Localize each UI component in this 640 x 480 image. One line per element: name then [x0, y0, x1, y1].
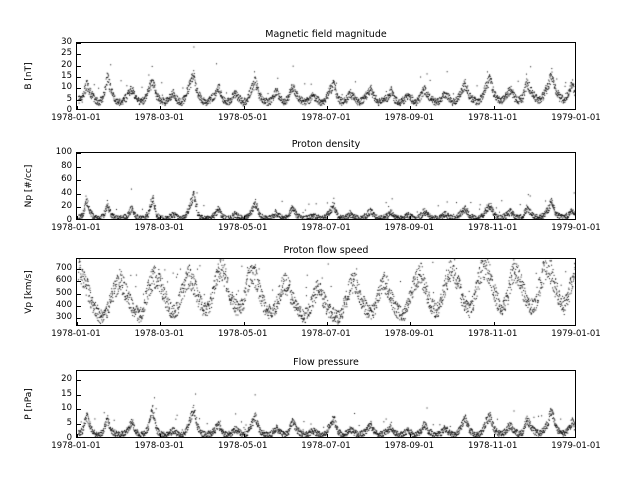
y-tick-label: 20 — [61, 373, 72, 384]
x-tick-mark — [160, 216, 161, 220]
y-tick-mark — [77, 269, 81, 270]
y-tick-label: 25 — [61, 48, 72, 59]
panel-proton-flow-speed — [24, 245, 601, 339]
y-axis-label: B [nT] — [24, 62, 34, 90]
x-tick-mark — [494, 434, 495, 438]
x-tick-label: 1978-03-01 — [134, 113, 185, 123]
x-tick-label: 1979-01-01 — [551, 113, 601, 123]
y-tick-mark — [77, 77, 81, 78]
x-tick-label: 1978-09-01 — [384, 329, 435, 339]
y-tick-label: 10 — [61, 82, 72, 93]
y-tick-label: 700 — [55, 262, 72, 273]
y-tick-mark — [77, 100, 81, 101]
x-tick-label: 1979-01-01 — [551, 441, 601, 451]
plot-area — [76, 42, 576, 110]
y-tick-mark — [77, 43, 81, 44]
y-tick-label: 40 — [61, 187, 72, 198]
x-tick-label: 1978-05-01 — [217, 329, 268, 339]
x-tick-label: 1978-11-01 — [467, 441, 518, 451]
x-tick-mark — [494, 216, 495, 220]
x-tick-label: 1978-05-01 — [217, 113, 268, 123]
x-tick-mark — [410, 216, 411, 220]
y-axis-label: P [nPa] — [24, 388, 34, 420]
y-tick-mark — [77, 54, 81, 55]
panel-title: Flow pressure — [293, 357, 359, 368]
panel-proton-density — [24, 139, 601, 233]
x-tick-mark — [494, 322, 495, 326]
data-points — [77, 43, 576, 110]
x-tick-mark — [410, 434, 411, 438]
panel-magnetic-field-magnitude — [24, 29, 601, 123]
y-tick-mark — [77, 194, 81, 195]
x-tick-label: 1978-01-01 — [51, 329, 101, 339]
y-tick-mark — [77, 153, 81, 154]
y-tick-mark — [77, 207, 81, 208]
y-tick-mark — [77, 294, 81, 295]
x-tick-label: 1979-01-01 — [551, 329, 601, 339]
x-tick-label: 1978-09-01 — [384, 113, 435, 123]
x-tick-label: 1978-07-01 — [301, 441, 351, 451]
panel-title: Magnetic field magnitude — [265, 29, 387, 40]
x-tick-mark — [327, 322, 328, 326]
y-tick-label: 100 — [55, 147, 72, 157]
x-tick-label: 1979-01-01 — [551, 223, 601, 233]
x-tick-mark — [77, 434, 78, 438]
y-tick-mark — [77, 395, 81, 396]
plot-area — [76, 258, 576, 326]
x-tick-label: 1978-11-01 — [467, 113, 518, 123]
x-tick-label: 1978-05-01 — [217, 441, 268, 451]
x-tick-mark — [160, 434, 161, 438]
y-tick-mark — [77, 380, 81, 381]
y-tick-mark — [77, 66, 81, 67]
y-tick-mark — [77, 180, 81, 181]
y-tick-label: 0 — [66, 105, 72, 115]
y-axis-label: Vp [km/s] — [24, 270, 34, 314]
panel-title: Proton density — [291, 139, 361, 150]
x-tick-label: 1978-01-01 — [51, 441, 101, 451]
data-points — [77, 153, 576, 220]
panel-flow-pressure — [24, 357, 601, 451]
x-tick-mark — [244, 322, 245, 326]
y-axis-label: Np [#/cc] — [24, 164, 34, 208]
y-tick-mark — [77, 424, 81, 425]
x-tick-label: 1978-01-01 — [51, 223, 101, 233]
y-tick-mark — [77, 167, 81, 168]
x-tick-mark — [327, 434, 328, 438]
x-tick-mark — [160, 322, 161, 326]
y-tick-label: 15 — [61, 388, 72, 399]
x-tick-label: 1978-09-01 — [384, 441, 435, 451]
y-tick-mark — [77, 88, 81, 89]
x-tick-mark — [244, 434, 245, 438]
y-tick-label: 10 — [61, 403, 72, 414]
x-tick-mark — [327, 106, 328, 110]
y-tick-mark — [77, 409, 81, 410]
y-tick-mark — [77, 281, 81, 282]
y-tick-label: 60 — [61, 174, 72, 185]
x-tick-label: 1978-03-01 — [134, 329, 185, 339]
x-tick-label: 1978-07-01 — [301, 223, 351, 233]
plot-area — [76, 152, 576, 220]
x-tick-mark — [244, 216, 245, 220]
x-tick-label: 1978-01-01 — [51, 113, 101, 123]
y-tick-label: 20 — [61, 201, 72, 212]
x-tick-label: 1978-09-01 — [384, 223, 435, 233]
plot-area — [76, 370, 576, 438]
x-tick-mark — [244, 106, 245, 110]
panel-title: Proton flow speed — [283, 245, 369, 256]
y-tick-label: 80 — [61, 160, 72, 171]
x-tick-mark — [494, 106, 495, 110]
y-tick-label: 600 — [55, 275, 72, 286]
data-points — [77, 259, 576, 326]
y-tick-mark — [77, 306, 81, 307]
x-tick-label: 1978-11-01 — [467, 223, 518, 233]
y-tick-label: 300 — [55, 312, 72, 323]
y-tick-label: 30 — [61, 37, 72, 47]
x-tick-label: 1978-11-01 — [467, 329, 518, 339]
y-tick-label: 500 — [55, 287, 72, 298]
y-tick-label: 20 — [61, 59, 72, 70]
data-points — [77, 371, 576, 438]
y-tick-label: 5 — [66, 93, 72, 104]
x-tick-mark — [327, 216, 328, 220]
y-tick-label: 400 — [55, 299, 72, 310]
y-tick-label: 0 — [66, 215, 72, 225]
x-tick-label: 1978-05-01 — [217, 223, 268, 233]
x-tick-label: 1978-03-01 — [134, 223, 185, 233]
x-tick-mark — [77, 216, 78, 220]
x-tick-label: 1978-07-01 — [301, 113, 351, 123]
y-tick-label: 5 — [66, 418, 72, 429]
x-tick-mark — [77, 106, 78, 110]
x-tick-label: 1978-07-01 — [301, 329, 351, 339]
x-tick-mark — [160, 106, 161, 110]
x-tick-label: 1978-03-01 — [134, 441, 185, 451]
y-tick-label: 15 — [61, 71, 72, 81]
x-tick-mark — [410, 322, 411, 326]
x-tick-mark — [77, 322, 78, 326]
x-tick-mark — [410, 106, 411, 110]
y-tick-label: 0 — [66, 433, 72, 443]
y-tick-mark — [77, 318, 81, 319]
